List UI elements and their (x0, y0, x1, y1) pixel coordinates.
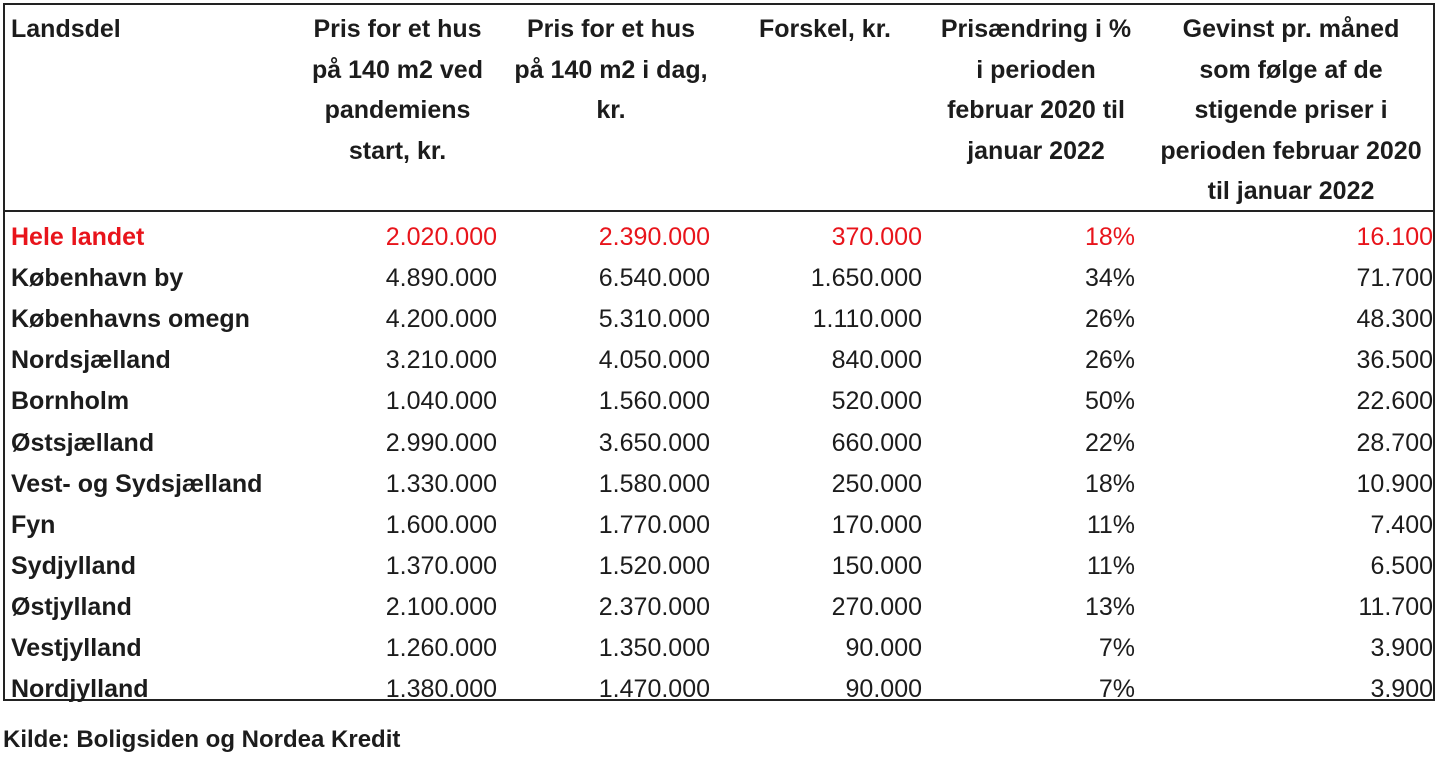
difference: 250.000 (831, 469, 922, 498)
price-change-percent: 7% (1098, 675, 1135, 704)
header-landsdel: Landsdel (11, 15, 121, 43)
housing-price-table (3, 3, 1435, 704)
difference: 170.000 (831, 510, 922, 539)
price-start: 2.020.000 (385, 223, 497, 251)
table-row (5, 340, 1433, 381)
price-change-percent: 11% (1086, 551, 1135, 580)
table-row (5, 423, 1433, 464)
difference: 370.000 (831, 223, 922, 251)
price-today: 6.540.000 (598, 264, 710, 293)
table-row (5, 505, 1433, 546)
monthly-gain: 3.900 (1370, 634, 1433, 662)
table-row (5, 546, 1433, 587)
price-start: 1.330.000 (385, 469, 497, 498)
price-start: 1.380.000 (385, 675, 497, 704)
monthly-gain: 36.500 (1356, 346, 1433, 375)
monthly-gain: 16.100 (1356, 223, 1433, 251)
header-difference: Forskel, kr. (758, 15, 892, 43)
price-today: 1.470.000 (598, 675, 710, 704)
price-today: 2.390.000 (598, 223, 710, 251)
region-name: Nordsjælland (11, 346, 171, 375)
price-start: 1.260.000 (385, 634, 497, 662)
price-change-percent: 13% (1084, 592, 1135, 621)
difference: 1.110.000 (812, 305, 922, 334)
header-price-change-percent: Prisændring i % i perioden februar 2020 til januar 2022 (940, 15, 1132, 165)
price-today: 1.350.000 (598, 634, 710, 662)
difference: 660.000 (831, 428, 922, 457)
price-start: 4.200.000 (385, 305, 497, 334)
monthly-gain: 22.600 (1356, 387, 1433, 416)
price-change-percent: 26% (1084, 346, 1135, 375)
region-name: Sydjylland (11, 551, 137, 580)
monthly-gain: 71.700 (1356, 264, 1433, 293)
price-today: 4.050.000 (598, 346, 710, 375)
price-start: 4.890.000 (385, 264, 497, 293)
monthly-gain: 11.700 (1358, 592, 1433, 621)
header-divider (5, 210, 1433, 212)
price-start: 2.100.000 (385, 592, 497, 621)
table-row (5, 299, 1433, 340)
region-name: Nordjylland (11, 675, 149, 704)
price-today: 1.770.000 (598, 510, 710, 539)
region-name: Østjylland (11, 592, 132, 621)
table-row (5, 381, 1433, 422)
price-start: 1.370.000 (385, 551, 497, 580)
region-name: Østsjælland (11, 428, 155, 457)
header-price-pandemic-start: Pris for et hus på 140 m2 ved pandemiens start, kr. (312, 15, 483, 165)
price-change-percent: 26% (1084, 305, 1135, 334)
difference: 90.000 (845, 675, 922, 704)
header-monthly-gain: Gevinst pr. måned som følge af de stigende priser i perioden februar 2020 til januar 2022 (1160, 15, 1422, 205)
price-today: 3.650.000 (598, 428, 710, 457)
table-row (5, 464, 1433, 505)
price-today: 1.520.000 (598, 551, 710, 580)
header-price-today: Pris for et hus på 140 m2 i dag, kr. (514, 15, 708, 124)
region-name: København by (11, 264, 184, 293)
price-change-percent: 11% (1086, 510, 1135, 539)
price-change-percent: 50% (1084, 387, 1135, 416)
difference: 90.000 (845, 634, 922, 662)
region-name: Københavns omegn (11, 305, 250, 334)
difference: 150.000 (831, 551, 922, 580)
table-row (5, 587, 1433, 628)
monthly-gain: 7.400 (1370, 510, 1433, 539)
region-name: Bornholm (11, 387, 130, 416)
price-today: 5.310.000 (598, 305, 710, 334)
table-row (5, 669, 1433, 710)
difference: 270.000 (831, 592, 922, 621)
price-start: 3.210.000 (385, 346, 497, 375)
price-start: 1.600.000 (385, 510, 497, 539)
price-today: 1.560.000 (598, 387, 710, 416)
difference: 520.000 (831, 387, 922, 416)
region-name: Fyn (11, 510, 56, 539)
price-change-percent: 18% (1084, 223, 1135, 251)
source-note: Kilde: Boligsiden og Nordea Kredit (3, 726, 401, 753)
price-today: 2.370.000 (598, 592, 710, 621)
monthly-gain: 6.500 (1370, 551, 1433, 580)
region-name: Hele landet (11, 223, 145, 251)
price-change-percent: 22% (1084, 428, 1135, 457)
price-today: 1.580.000 (598, 469, 710, 498)
table-row-total (5, 217, 1433, 258)
price-change-percent: 34% (1084, 264, 1135, 293)
price-start: 1.040.000 (385, 387, 497, 416)
price-start: 2.990.000 (385, 428, 497, 457)
table-row (5, 258, 1433, 299)
difference: 1.650.000 (810, 264, 922, 293)
price-change-percent: 7% (1098, 634, 1135, 662)
region-name: Vestjylland (11, 634, 142, 662)
monthly-gain: 28.700 (1356, 428, 1433, 457)
price-change-percent: 18% (1084, 469, 1135, 498)
monthly-gain: 10.900 (1356, 469, 1433, 498)
difference: 840.000 (831, 346, 922, 375)
region-name: Vest- og Sydsjælland (11, 469, 263, 498)
monthly-gain: 3.900 (1370, 675, 1433, 704)
table-row (5, 628, 1433, 669)
monthly-gain: 48.300 (1356, 305, 1433, 334)
